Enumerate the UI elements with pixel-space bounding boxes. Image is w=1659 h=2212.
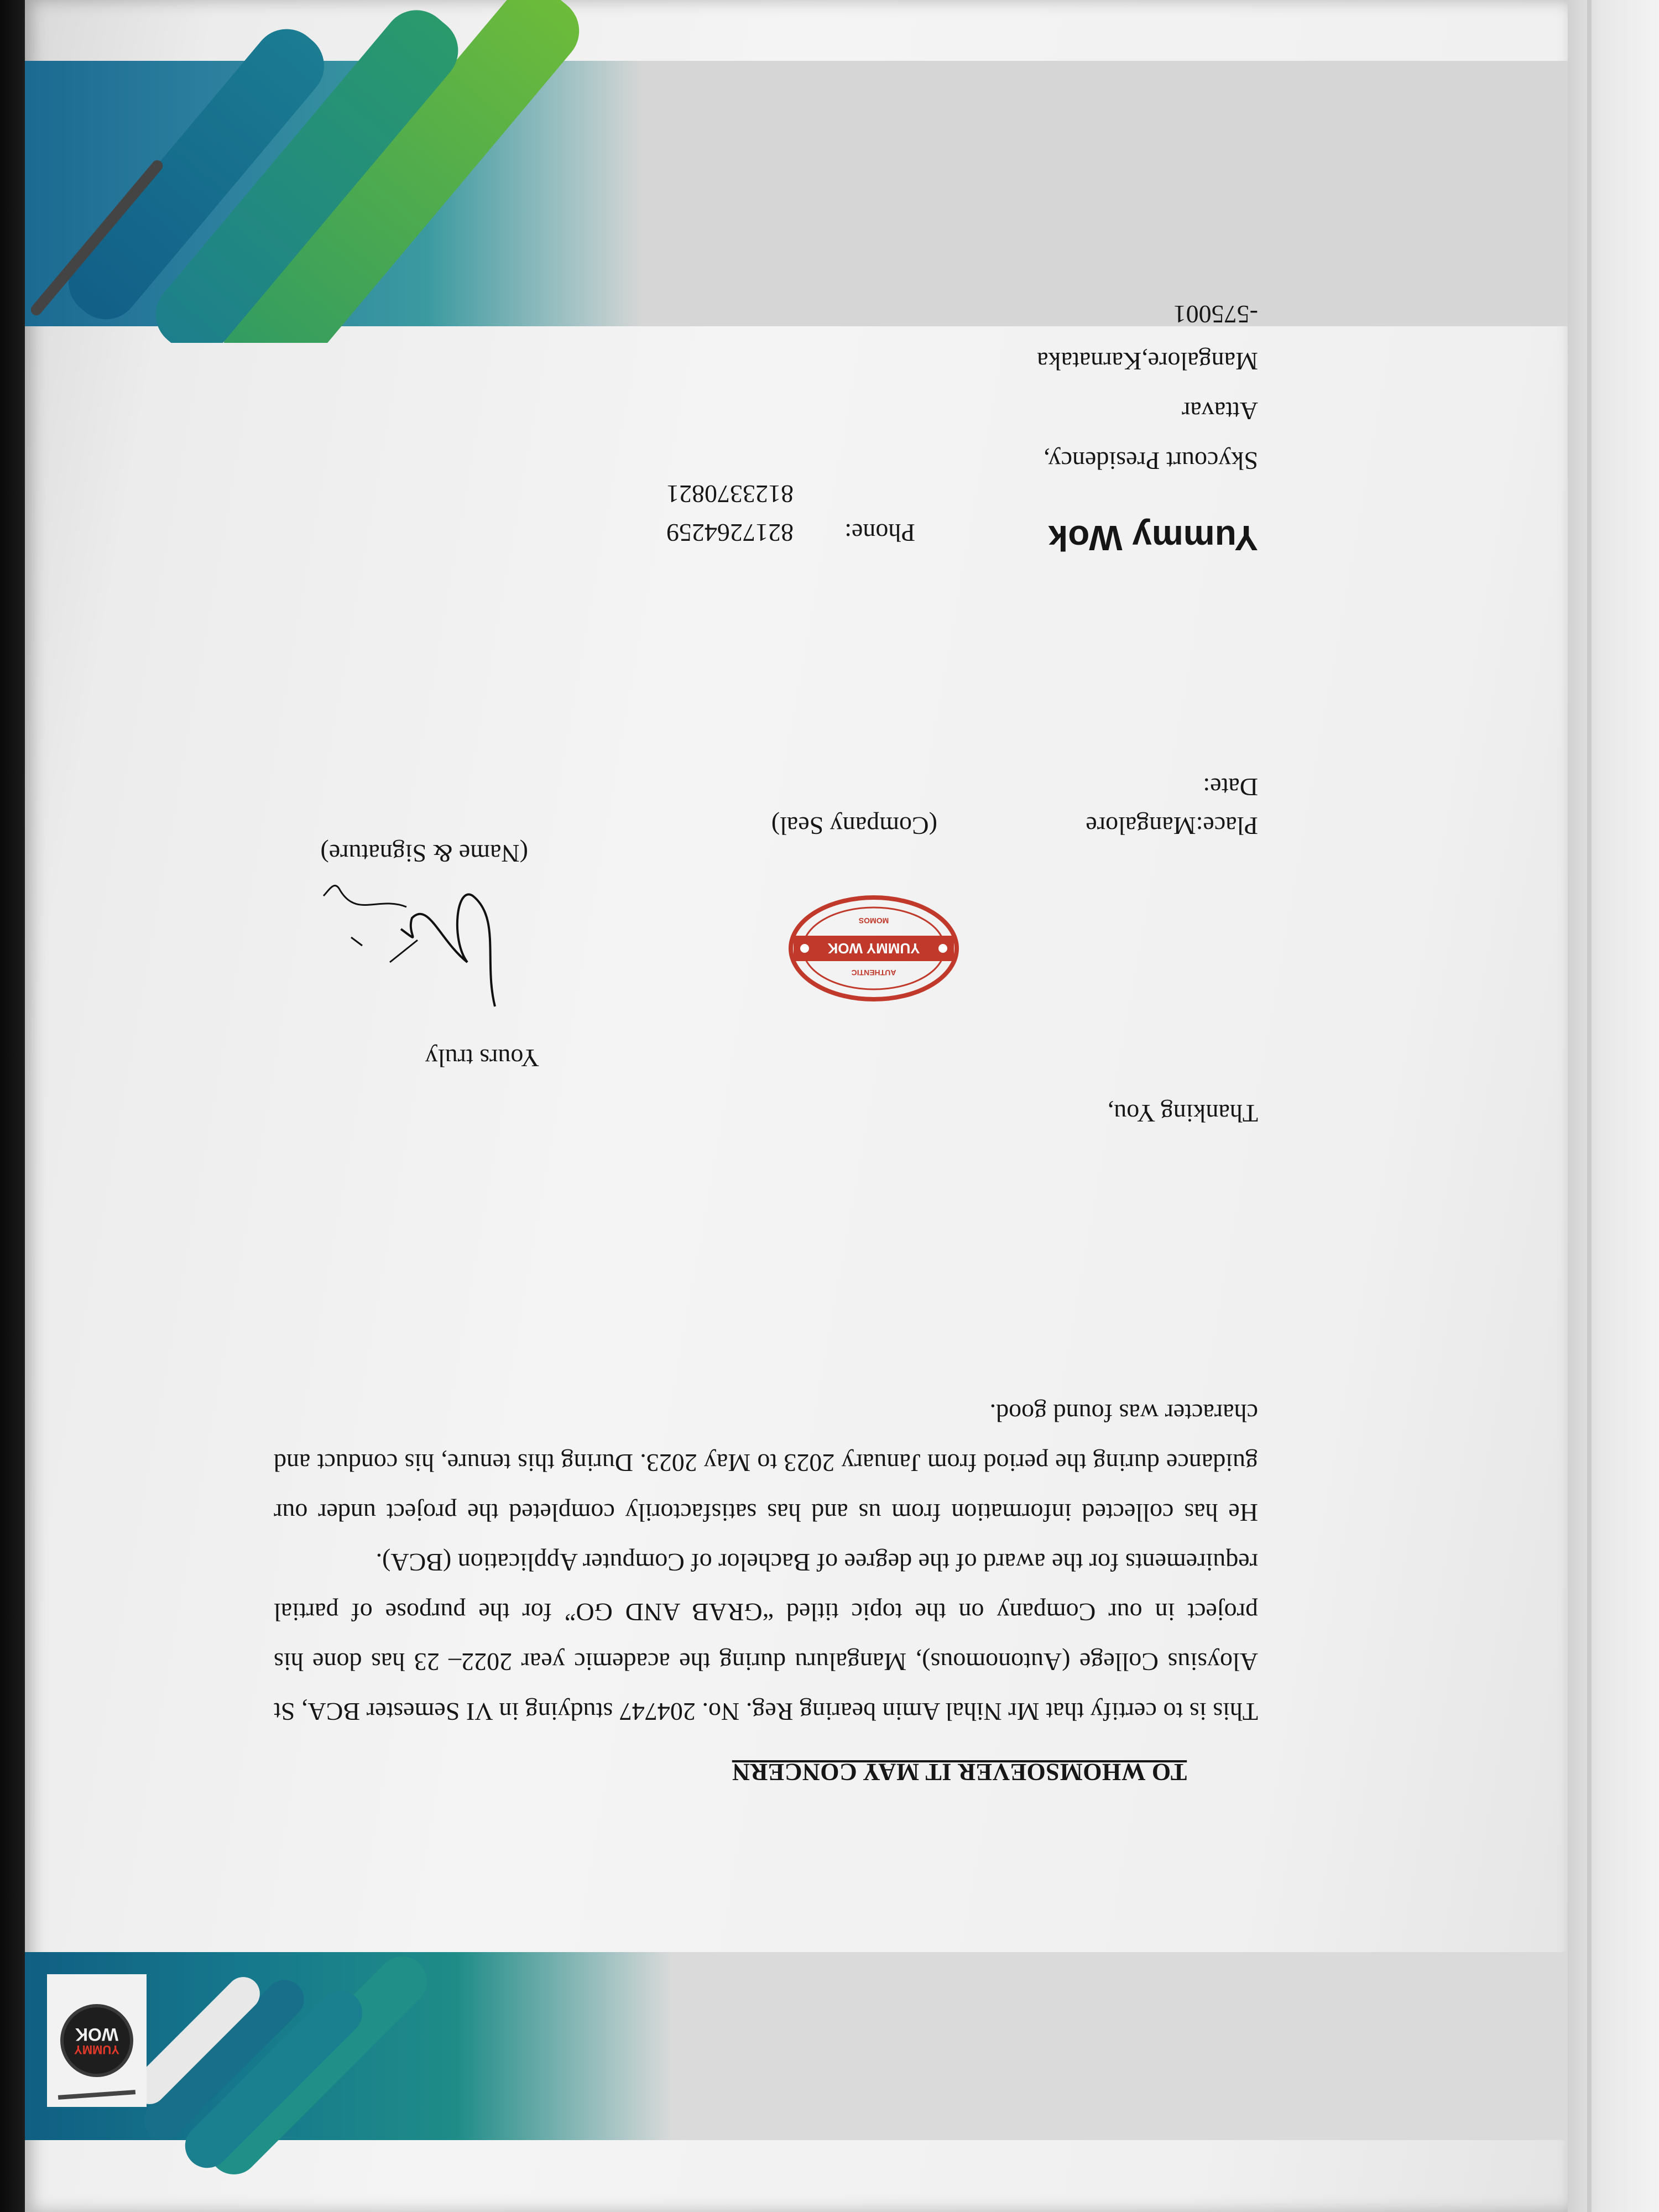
page-edge	[1565, 0, 1659, 2212]
address-line: Skycourt Presidency,	[1044, 447, 1258, 475]
paragraph-certification: This is to certify that Mr Nihal Amin bearing Reg. No. 204747 studying in VI Semester BCA, St Aloysius College (Autonomous), Mangaluru during the academic year 2022– 23 has done his project in our Company on the topic titled “GRAB AND GO” for the purpose of partial requirements for the award of the degree of Bachelor of Computer Application (BCA).	[274, 1548, 1258, 1726]
footer-band	[25, 0, 1568, 343]
handwritten-signature	[318, 863, 517, 1029]
letter-sheet-upside-down	[25, 0, 1568, 2212]
phone-number: 8217264259	[666, 519, 794, 547]
company-seal-stamp	[782, 890, 965, 1006]
paragraph-project: He has collected information from us and has satisfactorily completed the project under our guidance during the period from January 2023 to May 2023. During this tenure, his conduct and character was found good.	[274, 1399, 1258, 1527]
letterhead-band	[25, 1952, 1568, 2212]
wok-icon	[60, 2004, 133, 2077]
phone-number: 8123370821	[666, 480, 794, 508]
chopsticks-icon	[58, 2090, 135, 2100]
company-seal-label: (Company Seal)	[771, 812, 937, 840]
thanks-line: Thanking You,	[1107, 1099, 1258, 1128]
phone-label: Phone:	[844, 519, 915, 547]
place-line: Place:Mangalore	[1086, 812, 1258, 840]
letter-body	[274, 1388, 1258, 1736]
address-line: Mangalore,Karnataka	[1037, 347, 1258, 375]
logo-text-top: YUMMY	[74, 2043, 119, 2057]
address-line: -575001	[1173, 300, 1258, 328]
letter-paper	[25, 0, 1568, 2212]
name-signature-label: (Name & Signature)	[320, 839, 528, 868]
stamp-top-text: AUTHENTIC	[851, 968, 896, 977]
stamp-brand: YUMMY WOK	[827, 940, 920, 957]
page-fold	[1587, 0, 1592, 2212]
company-logo	[47, 1974, 147, 2107]
stamp-bottom-text: MOMOS	[858, 916, 889, 925]
date-line: Date:	[1203, 773, 1258, 801]
company-name: Yummy Wok	[1048, 518, 1258, 558]
logo-text-bottom: WOK	[75, 2025, 119, 2044]
letter-title: TO WHOMSOEVER IT MAY CONCERN	[732, 1759, 1187, 1786]
address-line: Attavar	[1182, 397, 1258, 425]
closing-line: Yours truly	[425, 1044, 539, 1072]
